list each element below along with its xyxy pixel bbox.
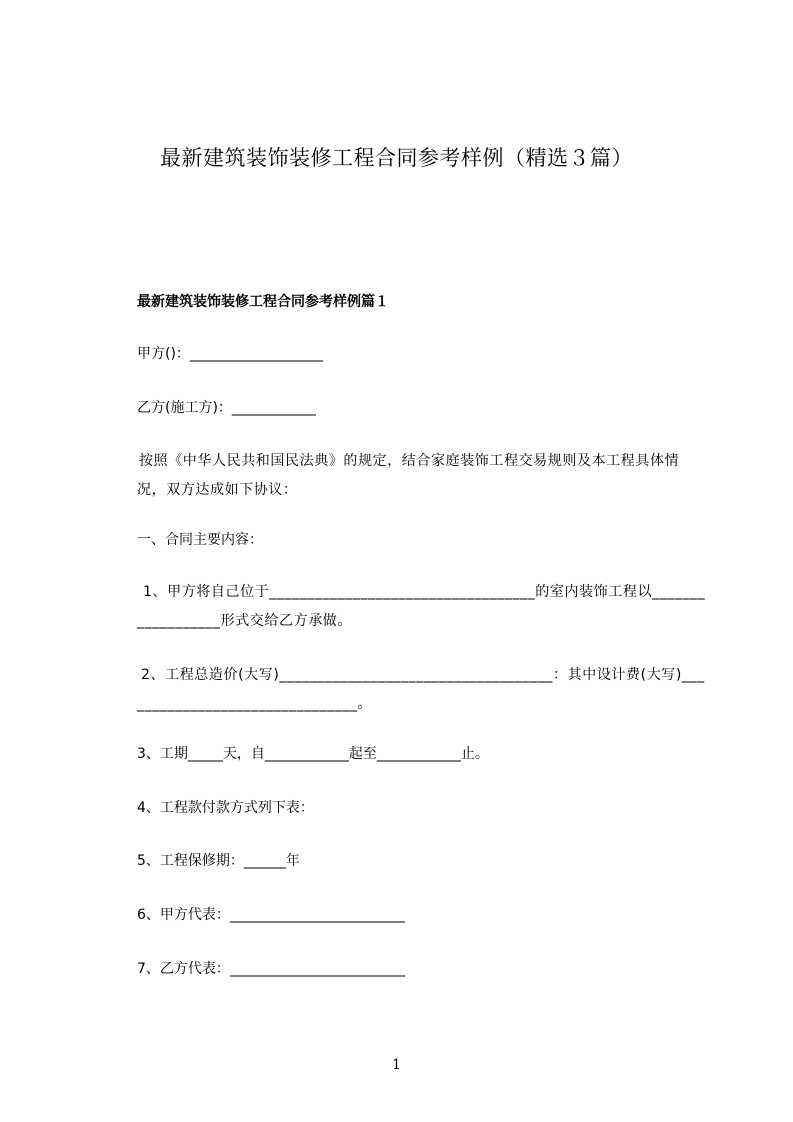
document-title: 最新建筑装饰装修工程合同参考样例（精选３篇） [160, 146, 633, 170]
contract-item-3: 3、工期_____天，自____________起至____________止。 [137, 746, 489, 762]
contract-item-1: 1、甲方将自己位于___________________________________的室内装饰工程以__________________形式交给乙方承做。 [137, 584, 706, 629]
party-a-line: 甲方()：___________________ [137, 346, 323, 362]
contract-item-7: 7、乙方代表：_________________________ [137, 961, 405, 977]
contract-item-2: 2、工程总造价(大写)____________________________________：其中设计费(大写)________________________________。 [137, 667, 705, 712]
section-title: 最新建筑装饰装修工程合同参考样例篇１ [137, 294, 389, 310]
party-b-line: 乙方(施工方)：____________ [137, 400, 316, 416]
intro-paragraph: 按照《中华人民共和国民法典》的规定，结合家庭装饰工程交易规则及本工程具体情况，双方达成如下协议： [137, 453, 680, 498]
contract-item-4: 4、工程款付款方式列下表： [137, 800, 314, 816]
page-number: 1 [392, 1057, 401, 1073]
contract-item-5: 5、工程保修期：______年 [137, 853, 300, 869]
main-content-heading: 一、合同主要内容： [137, 532, 263, 548]
contract-item-6: 6、甲方代表：_________________________ [137, 907, 405, 923]
